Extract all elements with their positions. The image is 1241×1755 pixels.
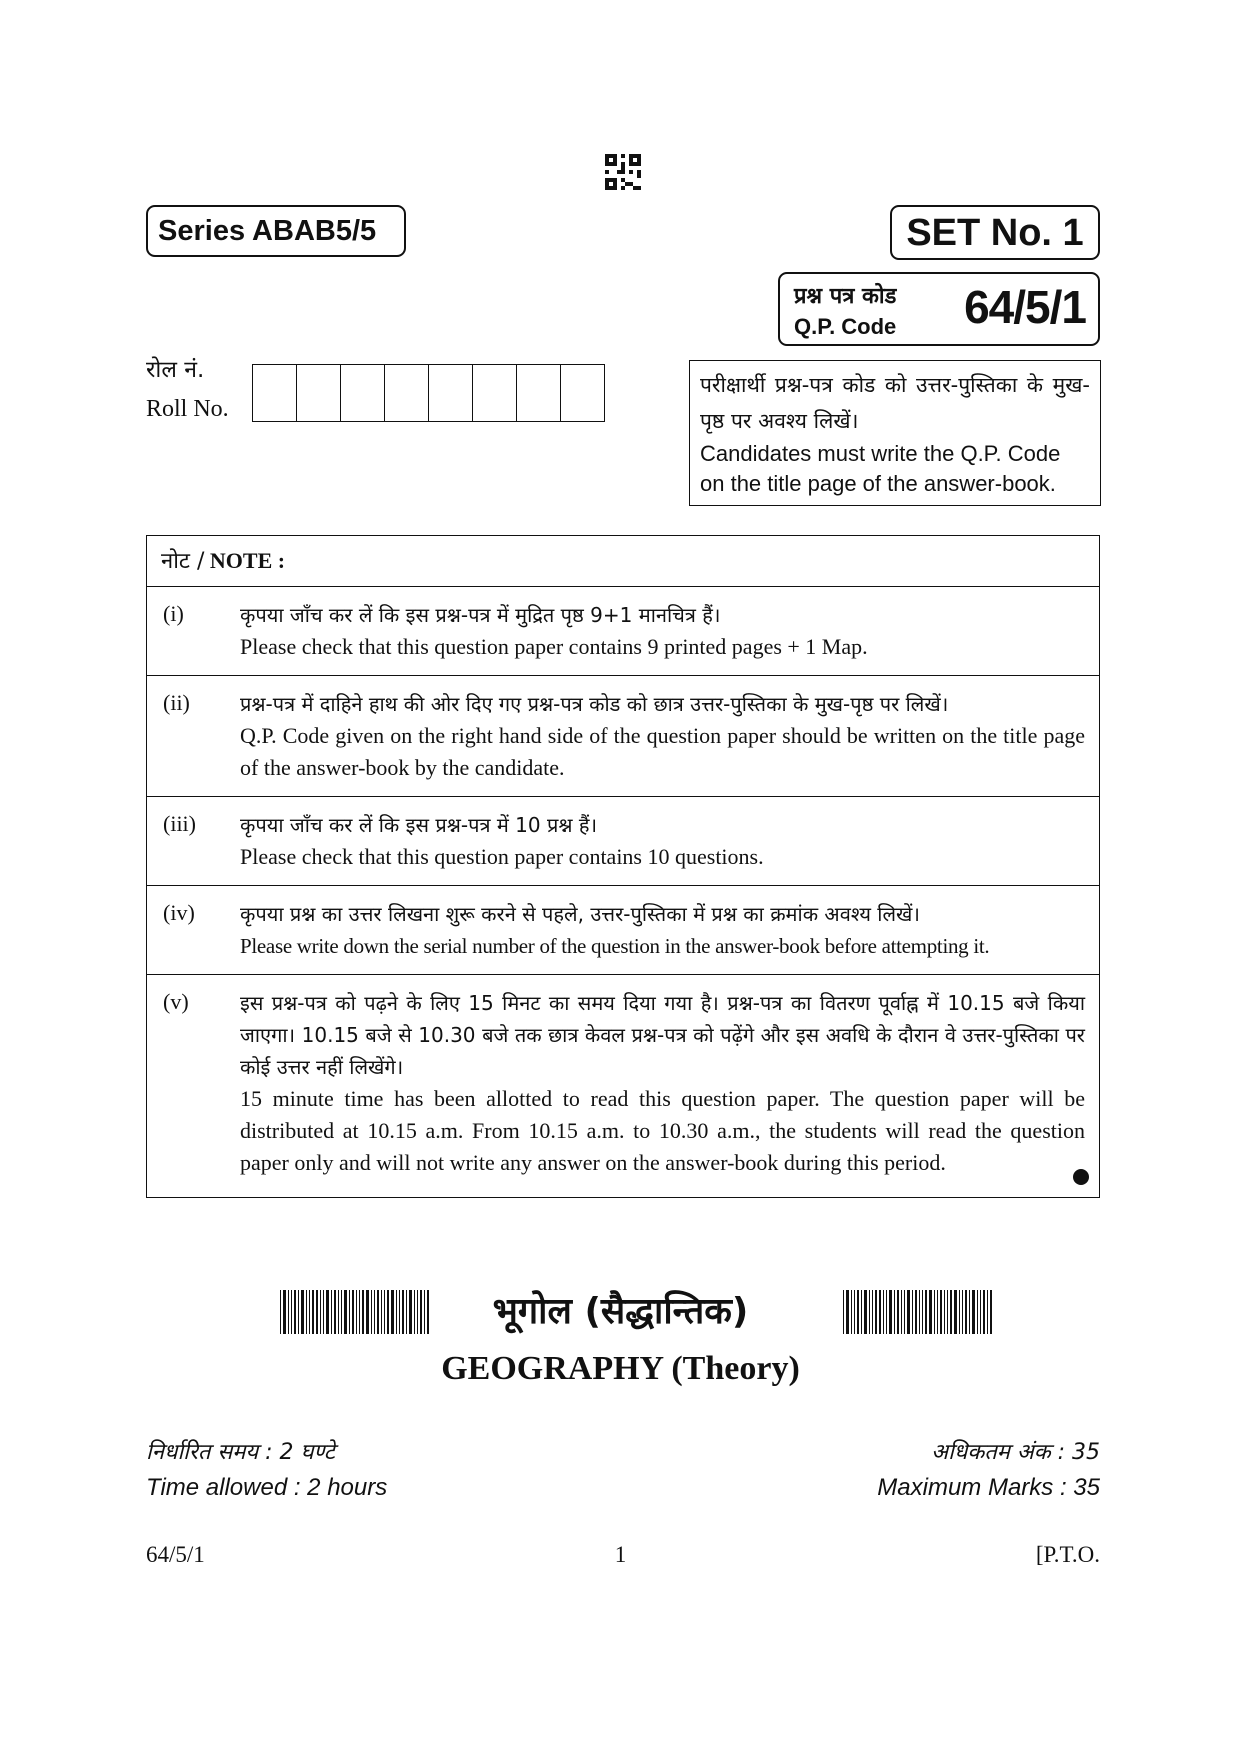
note-text-hindi: इस प्रश्न-पत्र को पढ़ने के लिए 15 मिनट का समय दिया गया है। प्रश्न-पत्र का वितरण पूर्वाह्न में 10.15 बजे किया जाएगा। 10.15 बजे से 10.30 बजे तक छात्र केवल प्रश्न-पत्र को पढ़ेंगे और इस अवधि के दौरान वे उत्तर-पुस्तिका पर कोई उत्तर नहीं लिखेंगे।: [240, 991, 1085, 1079]
instruction-english-line-2: on the title page of the answer-book.: [700, 471, 1056, 496]
set-number: SET No. 1: [890, 205, 1100, 260]
footer-qp-code: 64/5/1: [146, 1542, 205, 1567]
roll-digit-box[interactable]: [429, 365, 473, 421]
roll-digit-box[interactable]: [517, 365, 561, 421]
note-text-english: Q.P. Code given on the right hand side of the question paper should be written on the title page of the answer-book by the candidate.: [240, 723, 1085, 780]
page-number: 1: [614, 1542, 627, 1567]
note-item: [147, 587, 1099, 676]
note-text-hindi: कृपया प्रश्न का उत्तर लिखना शुरू करने से पहले, उत्तर-पुस्तिका में प्रश्न का क्रमांक अवश्य लिखें।: [240, 902, 920, 926]
subject-title-english: GEOGRAPHY (Theory): [441, 1350, 800, 1387]
note-item: [147, 676, 1099, 797]
roll-label-hindi: रोल नं.: [146, 357, 205, 383]
bullet-dot-icon: [1073, 1169, 1089, 1185]
please-turn-over: [P.T.O.: [1035, 1542, 1100, 1567]
max-marks-english: Maximum Marks : 35: [877, 1474, 1100, 1501]
note-item: [147, 797, 1099, 886]
roll-label-english: Roll No.: [146, 396, 229, 422]
qr-code-icon: [605, 154, 641, 190]
notes-heading-hindi: नोट /: [161, 549, 205, 574]
max-marks-hindi: अधिकतम अंक : 35: [931, 1440, 1100, 1465]
note-number: (iii): [163, 811, 196, 836]
time-allowed-hindi: निर्धारित समय : 2 घण्टे: [146, 1440, 335, 1465]
note-text-hindi: कृपया जाँच कर लें कि इस प्रश्न-पत्र में मुद्रित पृष्ठ 9+1 मानचित्र हैं।: [240, 603, 721, 627]
note-number: (ii): [163, 690, 190, 715]
series-label: Series ABAB5/5: [146, 205, 406, 257]
instruction-hindi: परीक्षार्थी प्रश्न-पत्र कोड को उत्तर-पुस्तिका के मुख-पृष्ठ पर अवश्य लिखें।: [700, 373, 1090, 433]
note-text-hindi: कृपया जाँच कर लें कि इस प्रश्न-पत्र में 10 प्रश्न हैं।: [240, 813, 598, 837]
notes-heading-english: NOTE :: [209, 548, 286, 573]
time-allowed-english: Time allowed : 2 hours: [146, 1474, 388, 1501]
note-text-english: 15 minute time has been allotted to read this question paper. The question paper will be distributed at 10.15 a.m. From 10.15 a.m. to 10.30 a.m., the students will read the question paper only and will not write any answer on the answer-book during this period.: [240, 1086, 1085, 1175]
subject-title-hindi: भूगोल (सैद्धान्तिक): [492, 1291, 749, 1332]
notes-table: [146, 535, 1100, 1198]
qp-label-hindi: प्रश्न पत्र कोड: [794, 284, 897, 309]
roll-digit-box[interactable]: [473, 365, 517, 421]
roll-digit-box[interactable]: [253, 365, 297, 421]
roll-digit-box[interactable]: [385, 365, 429, 421]
note-number: (iv): [163, 900, 195, 925]
qp-code-box: [778, 272, 1100, 346]
roll-number-boxes: [252, 364, 605, 422]
instruction-english: [700, 439, 1090, 499]
note-text-english: Please check that this question paper contains 9 printed pages + 1 Map.: [240, 634, 868, 659]
roll-digit-box[interactable]: [297, 365, 341, 421]
note-number: (v): [163, 989, 189, 1014]
note-item: [147, 975, 1099, 1197]
note-text-hindi: प्रश्न-पत्र में दाहिने हाथ की ओर दिए गए प्रश्न-पत्र कोड को छात्र उत्तर-पुस्तिका के मुख-पृष्ठ पर लिखें।: [240, 692, 949, 716]
note-number: (i): [163, 601, 184, 626]
qp-code-value: 64/5/1: [964, 281, 1086, 333]
qp-code-instruction-box: [689, 360, 1101, 506]
instruction-english-line-1: Candidates must write the Q.P. Code: [700, 441, 1061, 466]
note-item: [147, 886, 1099, 975]
qp-label-english: Q.P. Code: [794, 314, 897, 339]
notes-heading: [147, 536, 1099, 587]
roll-digit-box[interactable]: [561, 365, 605, 421]
note-text-english: Please write down the serial number of the question in the answer-book before attempting it.: [240, 934, 990, 958]
note-text-english: Please check that this question paper contains 10 questions.: [240, 844, 764, 869]
roll-digit-box[interactable]: [341, 365, 385, 421]
